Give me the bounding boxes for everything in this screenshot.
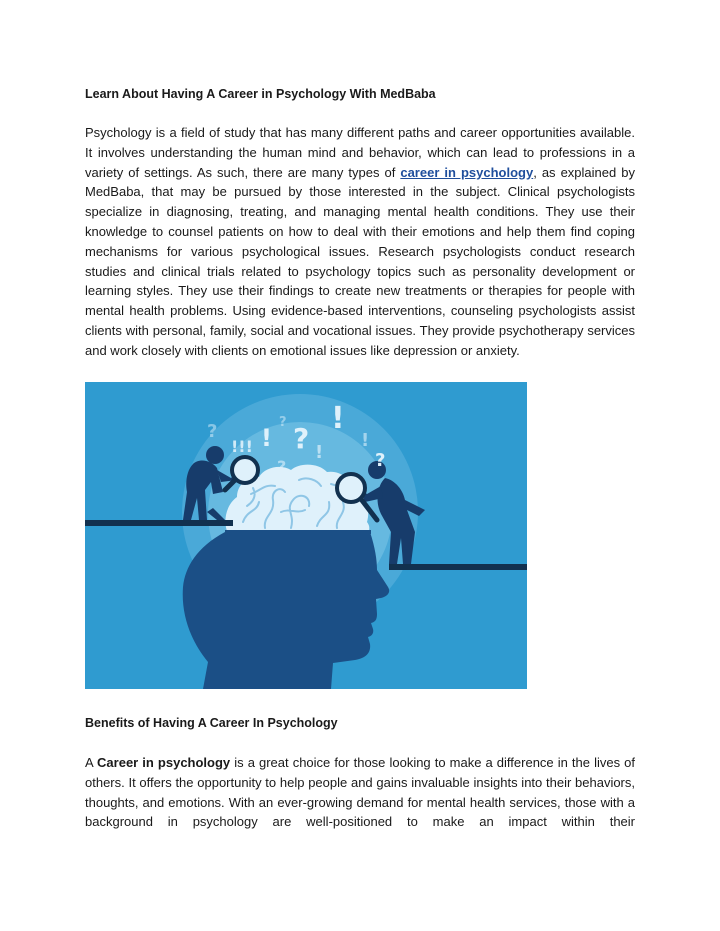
right-platform (389, 564, 527, 570)
floating-mark: ? (375, 450, 386, 471)
floating-mark: ! (331, 401, 345, 436)
floating-mark: ! (315, 442, 324, 463)
floating-mark: !!! (231, 437, 253, 456)
left-platform (85, 520, 233, 526)
benefits-paragraph (85, 753, 635, 832)
brain-base (225, 530, 371, 534)
benefits-text-rest: is a great choice for those looking to make a difference in the lives of others. It offers the opportunity to help people and gains invaluable insights into their behaviors, thoughts, and emotions. With an ever-growing demand for mental health services, those with a background in psychology are well-positioned to make an impact within their (85, 755, 635, 830)
floating-mark: ! (361, 430, 370, 451)
benefits-text-prefix: A (85, 755, 98, 770)
section-heading-benefits: Benefits of Having A Career In Psychology (85, 716, 338, 730)
career-in-psychology-link[interactable]: career in psychology (400, 164, 534, 180)
intro-paragraph (85, 123, 635, 361)
psychology-illustration (85, 382, 527, 689)
floating-mark: ? (277, 457, 287, 476)
floating-mark: ? (207, 421, 218, 442)
benefits-bold-term: Career in psychology (97, 755, 231, 770)
floating-mark: ? (279, 415, 287, 430)
illustration-svg (85, 382, 527, 689)
intro-text-after-link: , as explained by MedBaba, that may be pursued by those interested in the subject. Clinical psychologists specialize in diagnosing, treating, and managing mental health conditions. They use their knowledge to counsel patients on how to deal with their emotions and help them find coping mechanisms for various psychological issues. Research psychologists conduct research studies and clinical trials related to psychology topics such as personality development or learning styles. They use their findings to create new treatments or therapies for people with mental health problems. Using evidence-based interventions, counseling psychologists assist clients with personal, family, social and vocational issues. They provide psychotherapy services and work closely with clients on emotional issues like depression or anxiety. (85, 164, 635, 358)
floating-mark: ! (261, 424, 272, 452)
floating-mark: ? (293, 422, 310, 455)
intro-text-before-link: Psychology is a field of study that has many different paths and career opportunities available. It involves understanding the human mind and behavior, which can lead to professions in a variety of settings. As such, there are many types of (85, 125, 635, 180)
section-heading-career: Learn About Having A Career in Psychology With MedBaba (85, 87, 436, 101)
